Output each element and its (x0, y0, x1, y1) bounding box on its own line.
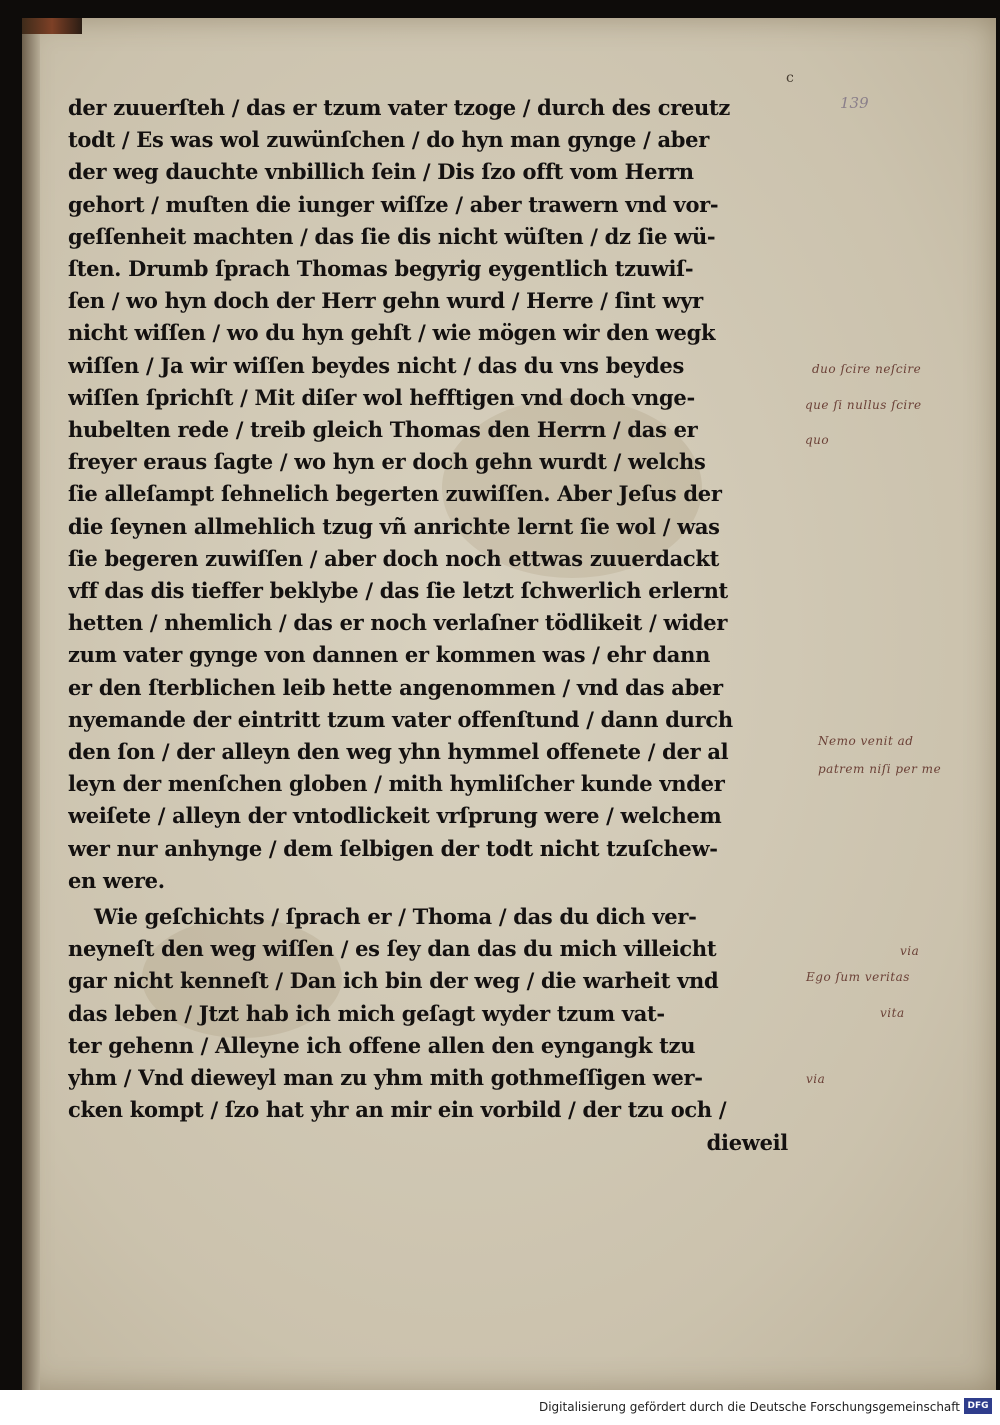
text-line: ſten. Drumb ſprach Thomas begyrig eygentlich tzuwiſ- (68, 256, 694, 282)
dfg-logo-icon: DFG (964, 1398, 992, 1414)
margin-note: que ſi nullus ſcire (805, 398, 922, 412)
text-line: gar nicht kenneſt / Dan ich bin der weg / die warheit vnd (68, 968, 719, 994)
page-gutter-shadow (22, 18, 40, 1390)
text-line: ſen / wo hyn doch der Herr gehn wurd / Herre / ſint wyr (68, 288, 703, 314)
text-line: geſſenheit machten / das ſie dis nicht wüſten / dz ſie wü- (68, 223, 716, 249)
text-line: den ſon / der alleyn den weg yhn hymmel offenete / der al (68, 739, 729, 765)
text-line: zum vater gynge von dannen er kommen was / ehr dann (68, 642, 711, 668)
text-line: leyn der menſchen globen / mith hymliſcher kunde vnder (68, 771, 725, 797)
text-line: das leben / Jtzt hab ich mich geſagt wyder tzum vat- (68, 1000, 665, 1026)
text-line: der weg dauchte vnbillich ſein / Dis ſzo offt vom Herrn (68, 159, 694, 185)
binding-corner (22, 18, 82, 34)
margin-note: patrem niſi per me (818, 762, 942, 776)
text-line: hetten / nhemlich / das er noch verlaſner tödlikeit / wider (68, 610, 728, 636)
margin-note: via (900, 944, 920, 958)
text-line: nicht wiſſen / wo du hyn gehſt / wie mögen wir den wegk (68, 320, 716, 346)
footer-bar (0, 1390, 1000, 1425)
text-line: cken kompt / ſzo hat yhr an mir ein vorbild / der tzu och / (68, 1097, 727, 1123)
margin-note: Nemo venit ad (818, 734, 914, 748)
text-line: hubelten rede / treib gleich Thomas den Herrn / das er (68, 417, 698, 443)
text-line: gehort / muſten die iunger wiſſze / aber trawern vnd vor- (68, 191, 719, 217)
margin-note: vita (880, 1006, 905, 1020)
signature-mark: c (786, 70, 794, 86)
text-line: die ſeynen allmehlich tzug vñ anrichte lernt ſie wol / was (68, 513, 720, 539)
text-line: nyemande der eintritt tzum vater offenſtund / dann durch (68, 706, 733, 732)
text-line: neyneſt den weg wiſſen / es ſey dan das du mich villeicht (68, 936, 717, 962)
text-line: yhm / Vnd dieweyl man zu yhm mith gothmeſſigen wer- (68, 1065, 703, 1091)
text-line: der zuuerſteh / das er tzum vater tzoge / durch des creutz (68, 95, 731, 120)
text-line: wiſſen ſprichſt / Mit diſer wol hefftigen vnd doch vnge- (68, 384, 695, 410)
margin-note: via (806, 1072, 826, 1086)
margin-note: duo ſcire neſcire (812, 362, 922, 376)
text-line: en were. (68, 867, 165, 893)
text-line: wer nur anhynge / dem ſelbigen der todt nicht tzuſchew- (68, 835, 718, 861)
text-line: ſie alleſampt ſehnelich begerten zuwiſſen. Aber Jeſus der (68, 481, 722, 507)
text-line: er den ſterblichen leib hette angenommen / vnd das aber (68, 674, 723, 700)
text-line: Wie geſchichts / ſprach er / Thoma / das du dich ver- (94, 904, 697, 930)
text-line: wiſſen / Ja wir wiſſen beydes nicht / das du vns beydes (68, 352, 685, 378)
text-line: freyer eraus ſagte / wo hyn er doch gehn wurdt / welchs (68, 449, 706, 475)
margin-note: Ego ſum veritas (806, 970, 910, 984)
text-line: vff das dis tieffer beklybe / das ſie letzt ſchwerlich erlernt (68, 578, 728, 604)
text-line: ſie begeren zuwiſſen / aber doch noch ettwas zuuerdackt (68, 545, 720, 571)
folio-number: 139 (840, 94, 869, 112)
catchword: dieweil (706, 1129, 788, 1155)
text-line: todt / Es was wol zuwünſchen / do hyn man gynge / aber (68, 127, 709, 153)
main-text-block (68, 92, 798, 1159)
text-line: ter gehenn / Alleyne ich offene allen den eyngangk tzu (68, 1032, 696, 1058)
margin-note: quo (805, 433, 830, 447)
funding-credit: Digitalisierung gefördert durch die Deutsche Forschungsgemeinschaft (538, 1400, 960, 1414)
text-line: weiſete / alleyn der vntodlickeit vrſprung were / welchem (68, 803, 722, 829)
